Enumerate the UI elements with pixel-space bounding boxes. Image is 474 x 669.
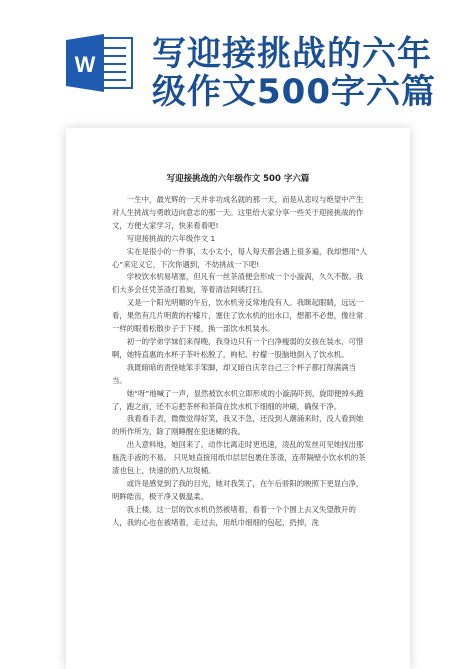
paragraph: 实在是很小的一件事，太小太小，每人每天都会遇上很多遍，我却想用“人心”来定义它，下次你遇到，不妨挑战一下吧!	[112, 246, 368, 269]
paragraph: 或许是感觉到了我的目光，她对我笑了，在午后骄阳的映照下更显白净，明眸皓齿，极干净又极温柔。	[112, 478, 364, 501]
paragraph: 出人意料地，她回来了。动作比离走时更迅速，凌乱的发丝可见她找出那瓶洗手液的不易。 只见她直接用纸巾层层包裹住茶渣，连带隔壁小饮水机的茶渣也包上，快速的扔入垃圾桶。	[112, 440, 366, 476]
paragraph: 初一的学弟学妹们来得晚，我身边只有一个白净瘦弱的女孩在装水，可惜啊，她特直惠的水杯子茶叶松脱了，枸杞、柠檬一股脑地倒入了饮水机。	[112, 336, 364, 359]
paragraph: 又是一个阳光明媚的午后，饮水机旁反常地没有人。我眯起眼睛，远远一看，果然有几片明黄的柠檬片，塞住了饮水机的出水口，想都不必想，像往常一样的眼着松散步子于下楼，换一部饮水机装水。	[112, 298, 364, 334]
paragraph: 学校饮水机易堵塞，但凡有一丝茶渣便会形成一个小漩涡，久久不散。我们大多会任凭茶渣打着旋，等着清洁阿姨打扫。	[112, 272, 364, 295]
document-title: 写迎接挑战的六年级作文 500 字六篇	[166, 174, 310, 184]
document-page	[66, 128, 410, 669]
word-document-icon	[64, 32, 134, 94]
paragraph: 我看看手表，微微觉得好笑，我又不急，还没到人潮涌来时，没人看到她的所作所为，除了刚睡醒在犯迷糊的我。	[112, 414, 364, 437]
paragraph: 她“呀”地喊了一声，显然被饮水机立即形成的小漩涡吓到，旋即便掉头跑了，跑之前，还不忘把茶杯和茶筒在饮水机下细细的冲刷，确保干净。	[112, 388, 364, 411]
document-body	[112, 194, 368, 530]
page-title-line-2: 级作文500字六篇	[152, 72, 436, 112]
paragraph: 写迎接挑战的六年级作文 1	[126, 233, 216, 243]
paragraph: 一生中，最光辉的一天并非功成名就的那一天，而是从悲叹与绝望中产生对人生挑战与勇敢迈向意志的那一天。这里给大家分享一些关于迎接挑战的作文，方便大家学习，快来看看吧!	[112, 195, 364, 230]
paragraph: 我上楼，这一层的饮水机仍然被堵着，看着一个个围上去又失望散开的人，我的心也在被堵着，走过去，用纸巾细细的包起，扔掉，洗	[112, 504, 356, 527]
header-banner	[0, 0, 474, 110]
page-title-line-1: 写迎接挑战的六年	[152, 34, 432, 74]
word-icon-letter: W	[74, 52, 96, 77]
paragraph: 我既暗暗的责怪她笨手笨脚，却又暗自庆幸自己三个杯子都打得满满当当。	[112, 362, 356, 385]
